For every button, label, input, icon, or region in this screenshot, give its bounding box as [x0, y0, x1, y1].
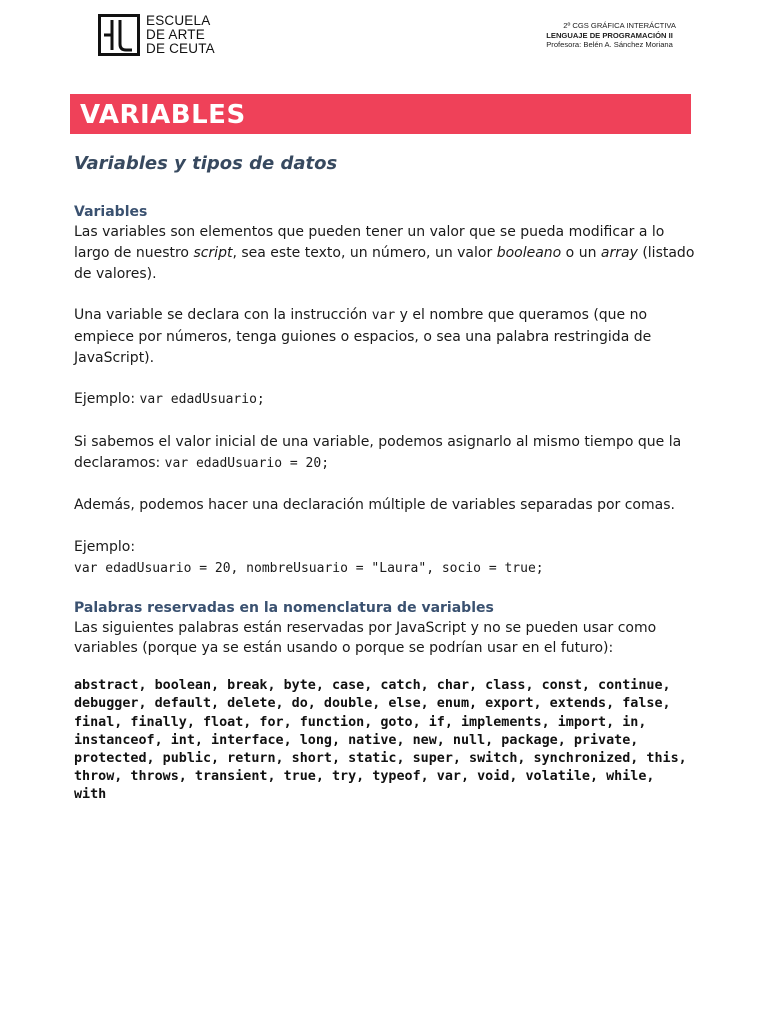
- page-header: [0, 0, 768, 80]
- course-subject: LENGUAJE DE PROGRAMACIÓN II: [546, 30, 673, 40]
- school-logo-icon: [98, 14, 140, 56]
- paragraph-example-2-label: Ejemplo:: [74, 538, 136, 555]
- course-teacher: Profesora: Belén A. Sánchez Moriana: [546, 40, 673, 49]
- code-example-1: var edadUsuario;: [139, 392, 265, 408]
- school-logo: [98, 14, 215, 56]
- school-name: [146, 14, 215, 56]
- code-example-2: var edadUsuario = 20;: [164, 455, 330, 471]
- document-body: [74, 150, 699, 805]
- section-heading-variables: Variables: [74, 204, 148, 220]
- document-subtitle: Variables y tipos de datos: [74, 153, 338, 174]
- paragraph-declaration: Una variable se declara con la instrucción var y el nombre que queramos (que no empiece por números, tenga guiones o espacios, o sea una palabra restringida de JavaScript).: [74, 307, 652, 366]
- code-example-3: var edadUsuario = 20, nombreUsuario = "Laura", socio = true;: [74, 560, 544, 576]
- paragraph-example-1: Ejemplo: var edadUsuario;: [74, 391, 265, 408]
- course-info: [546, 21, 676, 50]
- school-name-line: DE CEUTA: [146, 41, 215, 56]
- section-heading-reserved-words: Palabras reservadas en la nomenclatura de variables: [74, 599, 494, 616]
- school-name-line: DE ARTE: [146, 27, 205, 42]
- title-banner: [70, 94, 691, 134]
- paragraph-variables-intro: Las variables son elementos que pueden tener un valor que se pueda modificar a lo largo de nuestro script, sea este texto, un número, un valor booleano o un array (listado de valores).: [74, 224, 695, 282]
- paragraph-initial-value: Si sabemos el valor inicial de una variable, podemos asignarlo al mismo tiempo que la declaramos: var edadUsuario = 20;: [74, 433, 682, 471]
- course-level: 2º CGS GRÁFICA INTERÁCTIVA: [563, 21, 676, 30]
- paragraph-reserved-intro: Las siguientes palabras están reservadas por JavaScript y no se pueden usar como variables (porque ya se están usando o porque se podrían usar en el futuro):: [74, 619, 657, 657]
- reserved-keywords-list: abstract, boolean, break, byte, case, catch, char, class, const, continue, debugger, default, delete, do, double, else, enum, export, extends, false, final, finally, float, for, function, goto, if, implements, import, in, instanceof, int, interface, long, native, new, null, package, private, protected, public, return, short, static, super, switch, synchronized, this, throw, throws, transient, true, try, typeof, var, void, volatile, while, with: [74, 678, 687, 803]
- school-name-line: ESCUELA: [146, 13, 211, 28]
- paragraph-multiple-declaration: Además, podemos hacer una declaración múltiple de variables separadas por comas.: [74, 497, 675, 514]
- page-title: VARIABLES: [80, 100, 246, 130]
